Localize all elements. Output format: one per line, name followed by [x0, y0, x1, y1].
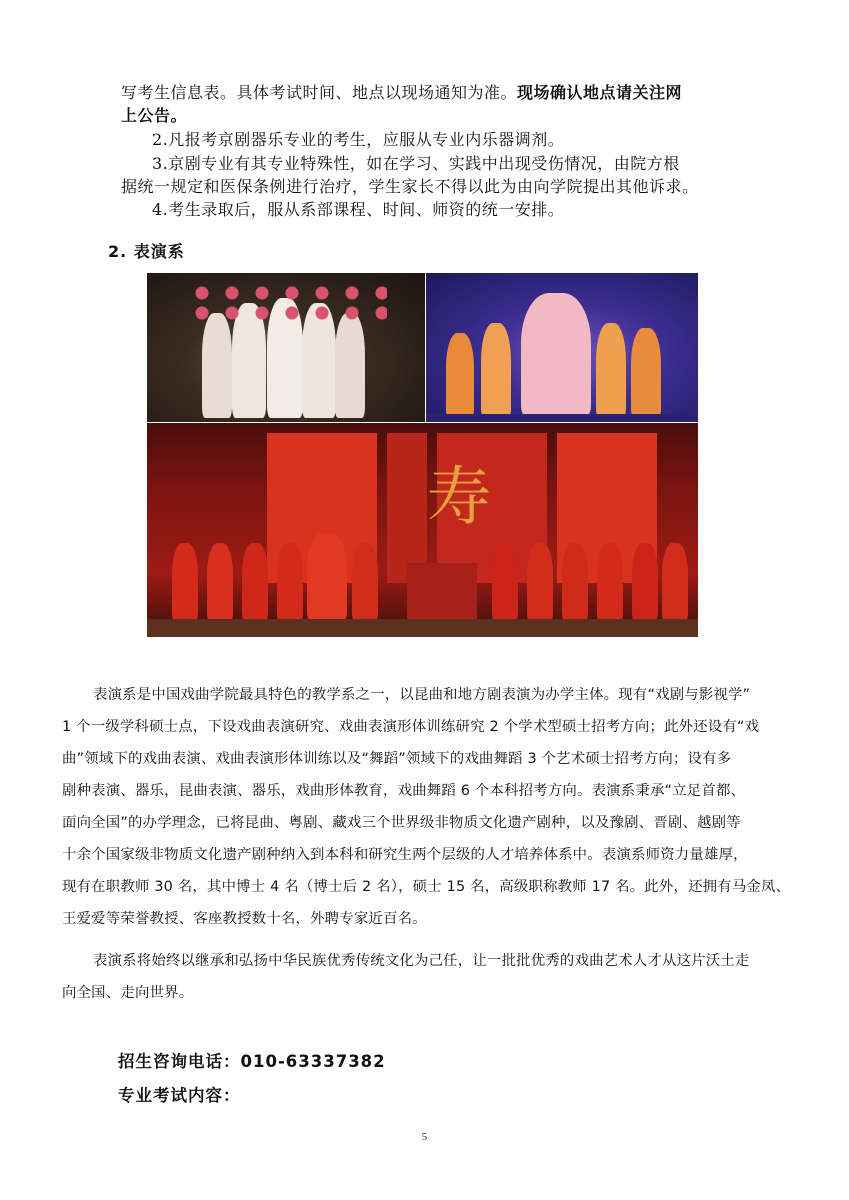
intro-item-4: 4.考生录取后，服从系部课程、时间、师资的统一安排。	[152, 200, 565, 219]
intro-line-1-bold: 现场确认地点请关注网	[517, 83, 683, 102]
body-p2-line: 表演系将始终以继承和弘扬中华民族优秀传统文化为己任，让一批批优秀的戏曲艺术人才从这片沃土走	[93, 953, 750, 969]
dance-performance-photo-icon	[426, 273, 698, 422]
body-p1-line: 1 个一级学科硕士点，下设戏曲表演研究、戏曲表演形体训练研究 2 个学术型硕士招考方向；此外还设有“戏	[62, 719, 760, 735]
calligraphy-character-icon: 寿	[427, 461, 491, 535]
admissions-phone: 招生咨询电话：010-63337382	[118, 1052, 386, 1071]
intro-item-3-line-2: 据统一规定和医保条例进行治疗，学生家长不得以此为由向学院提出其他诉求。	[121, 177, 699, 196]
opera-performers-photo-icon	[147, 273, 425, 422]
intro-item-3-line-1: 3.京剧专业有其专业特殊性，如在学习、实践中出现受伤情况，由院方根	[152, 154, 680, 173]
intro-line-2: 上公告。	[121, 106, 188, 125]
body-p1-line: 面向全国”的办学理念，已将昆曲、粤剧、藏戏三个世界级非物质文化遗产剧种，以及豫剧、晋剧、越剧等	[62, 815, 741, 831]
section-heading: 2. 表演系	[108, 242, 185, 261]
body-p1-line: 曲”领域下的戏曲表演、戏曲表演形体训练以及“舞蹈”领域下的戏曲舞蹈 3 个艺术硕士招考方向；设有多	[62, 751, 732, 767]
intro-item-2: 2.凡报考京剧器乐专业的考生，应服从专业内乐器调剂。	[152, 130, 565, 149]
exam-content-heading: 专业考试内容：	[118, 1086, 241, 1105]
body-p1-line: 十余个国家级非物质文化遗产剧种纳入到本科和研究生两个层级的人才培养体系中。表演系师资力量雄厚，	[62, 847, 748, 863]
body-p1-line: 表演系是中国戏曲学院最具特色的教学系之一，以昆曲和地方剧表演为办学主体。现有“戏剧与影视学”	[93, 687, 751, 703]
body-p1-line: 王爱爱等荣誉教授、客座教授数十名，外聘专家近百名。	[62, 911, 427, 927]
page-number: 5	[421, 1131, 428, 1143]
body-p2-line: 向全国、走向世界。	[62, 985, 194, 1001]
intro-line-1	[121, 80, 682, 103]
body-p1-line: 剧种表演、器乐，昆曲表演、器乐，戏曲形体教育，戏曲舞蹈 6 个本科招考方向。表演系秉承“立足首都、	[62, 783, 746, 799]
photo-collage	[147, 273, 698, 637]
body-p1-line: 现有在职教师 30 名，其中博士 4 名（博士后 2 名），硕士 15 名，高级职称教师 17 名。此外，还拥有马金凤、	[62, 879, 791, 895]
opera-stage-photo-icon	[147, 423, 698, 637]
intro-line-1-text: 写考生信息表。具体考试时间、地点以现场通知为准。	[121, 83, 518, 102]
